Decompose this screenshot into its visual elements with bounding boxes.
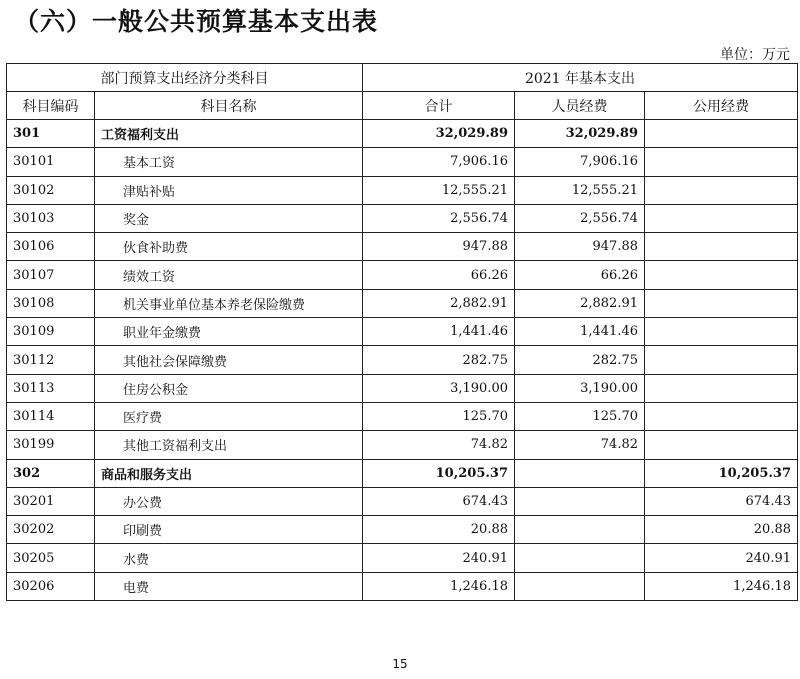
table-row [7,233,798,261]
row-name: 商品和服务支出 [95,459,363,487]
row-total: 7,906.16 [363,148,515,176]
row-public: 674.43 [645,487,798,515]
page-title: （六）一般公共预算基本支出表 [14,7,379,36]
row-public: 20.88 [645,516,798,544]
row-code: 30107 [7,261,95,289]
row-personnel [515,544,645,572]
row-public [645,261,798,289]
row-public [645,346,798,374]
row-total: 2,556.74 [363,204,515,232]
row-personnel [515,572,645,600]
budget-table [6,63,798,601]
row-public: 240.91 [645,544,798,572]
row-name: 机关事业单位基本养老保险缴费 [95,289,363,317]
row-total: 125.70 [363,402,515,430]
row-total: 282.75 [363,346,515,374]
header-code: 科目编码 [7,92,95,120]
row-code: 30206 [7,572,95,600]
row-name: 奖金 [95,204,363,232]
row-personnel [515,459,645,487]
row-personnel [515,487,645,515]
row-total: 1,246.18 [363,572,515,600]
row-code: 30108 [7,289,95,317]
row-total: 12,555.21 [363,176,515,204]
row-code: 30199 [7,431,95,459]
row-name: 其他工资福利支出 [95,431,363,459]
table-row [7,572,798,600]
table-row [7,402,798,430]
row-personnel: 7,906.16 [515,148,645,176]
row-total: 66.26 [363,261,515,289]
row-total: 947.88 [363,233,515,261]
row-total: 240.91 [363,544,515,572]
row-code: 30106 [7,233,95,261]
table-row [7,487,798,515]
table-row [7,431,798,459]
row-public [645,120,798,148]
row-public: 10,205.37 [645,459,798,487]
row-public [645,233,798,261]
table-row [7,176,798,204]
row-code: 30102 [7,176,95,204]
table-row [7,516,798,544]
row-code: 30112 [7,346,95,374]
row-total: 1,441.46 [363,318,515,346]
row-public [645,374,798,402]
row-total: 20.88 [363,516,515,544]
row-code: 30201 [7,487,95,515]
header-group-right: 2021 年基本支出 [363,64,798,92]
row-name: 津贴补贴 [95,176,363,204]
row-personnel: 12,555.21 [515,176,645,204]
row-personnel: 74.82 [515,431,645,459]
row-name: 其他社会保障缴费 [95,346,363,374]
row-public [645,204,798,232]
row-code: 30114 [7,402,95,430]
unit-label: 单位：万元 [720,47,790,63]
header-group-left: 部门预算支出经济分类科目 [7,64,363,92]
header-group-row [7,64,798,92]
row-personnel: 2,882.91 [515,289,645,317]
header-columns-row [7,92,798,120]
table-row [7,204,798,232]
row-personnel: 125.70 [515,402,645,430]
row-total: 3,190.00 [363,374,515,402]
row-name: 电费 [95,572,363,600]
row-name: 水费 [95,544,363,572]
page-number: 15 [392,657,408,671]
row-code: 30101 [7,148,95,176]
row-name: 住房公积金 [95,374,363,402]
row-total: 32,029.89 [363,120,515,148]
row-name: 职业年金缴费 [95,318,363,346]
row-public [645,176,798,204]
row-personnel: 2,556.74 [515,204,645,232]
row-name: 医疗费 [95,402,363,430]
table-row [7,346,798,374]
table-row [7,374,798,402]
row-code: 302 [7,459,95,487]
row-total: 74.82 [363,431,515,459]
header-total: 合计 [363,92,515,120]
row-name: 工资福利支出 [95,120,363,148]
row-personnel: 1,441.46 [515,318,645,346]
row-total: 674.43 [363,487,515,515]
row-code: 30109 [7,318,95,346]
table-row [7,148,798,176]
row-personnel: 947.88 [515,233,645,261]
row-name: 办公费 [95,487,363,515]
table-row [7,544,798,572]
row-code: 30113 [7,374,95,402]
row-personnel: 32,029.89 [515,120,645,148]
row-personnel: 3,190.00 [515,374,645,402]
row-personnel: 282.75 [515,346,645,374]
header-public: 公用经费 [645,92,798,120]
row-code: 30103 [7,204,95,232]
row-code: 30202 [7,516,95,544]
row-public: 1,246.18 [645,572,798,600]
row-public [645,289,798,317]
row-name: 印刷费 [95,516,363,544]
header-personnel: 人员经费 [515,92,645,120]
row-public [645,431,798,459]
table-body [7,120,798,601]
table-row [7,289,798,317]
header-name: 科目名称 [95,92,363,120]
row-name: 伙食补助费 [95,233,363,261]
row-total: 10,205.37 [363,459,515,487]
row-public [645,148,798,176]
table-row [7,318,798,346]
table-row [7,120,798,148]
row-personnel: 66.26 [515,261,645,289]
row-public [645,318,798,346]
row-code: 301 [7,120,95,148]
row-total: 2,882.91 [363,289,515,317]
row-name: 绩效工资 [95,261,363,289]
table-row [7,459,798,487]
row-personnel [515,516,645,544]
row-public [645,402,798,430]
row-name: 基本工资 [95,148,363,176]
table-row [7,261,798,289]
row-code: 30205 [7,544,95,572]
